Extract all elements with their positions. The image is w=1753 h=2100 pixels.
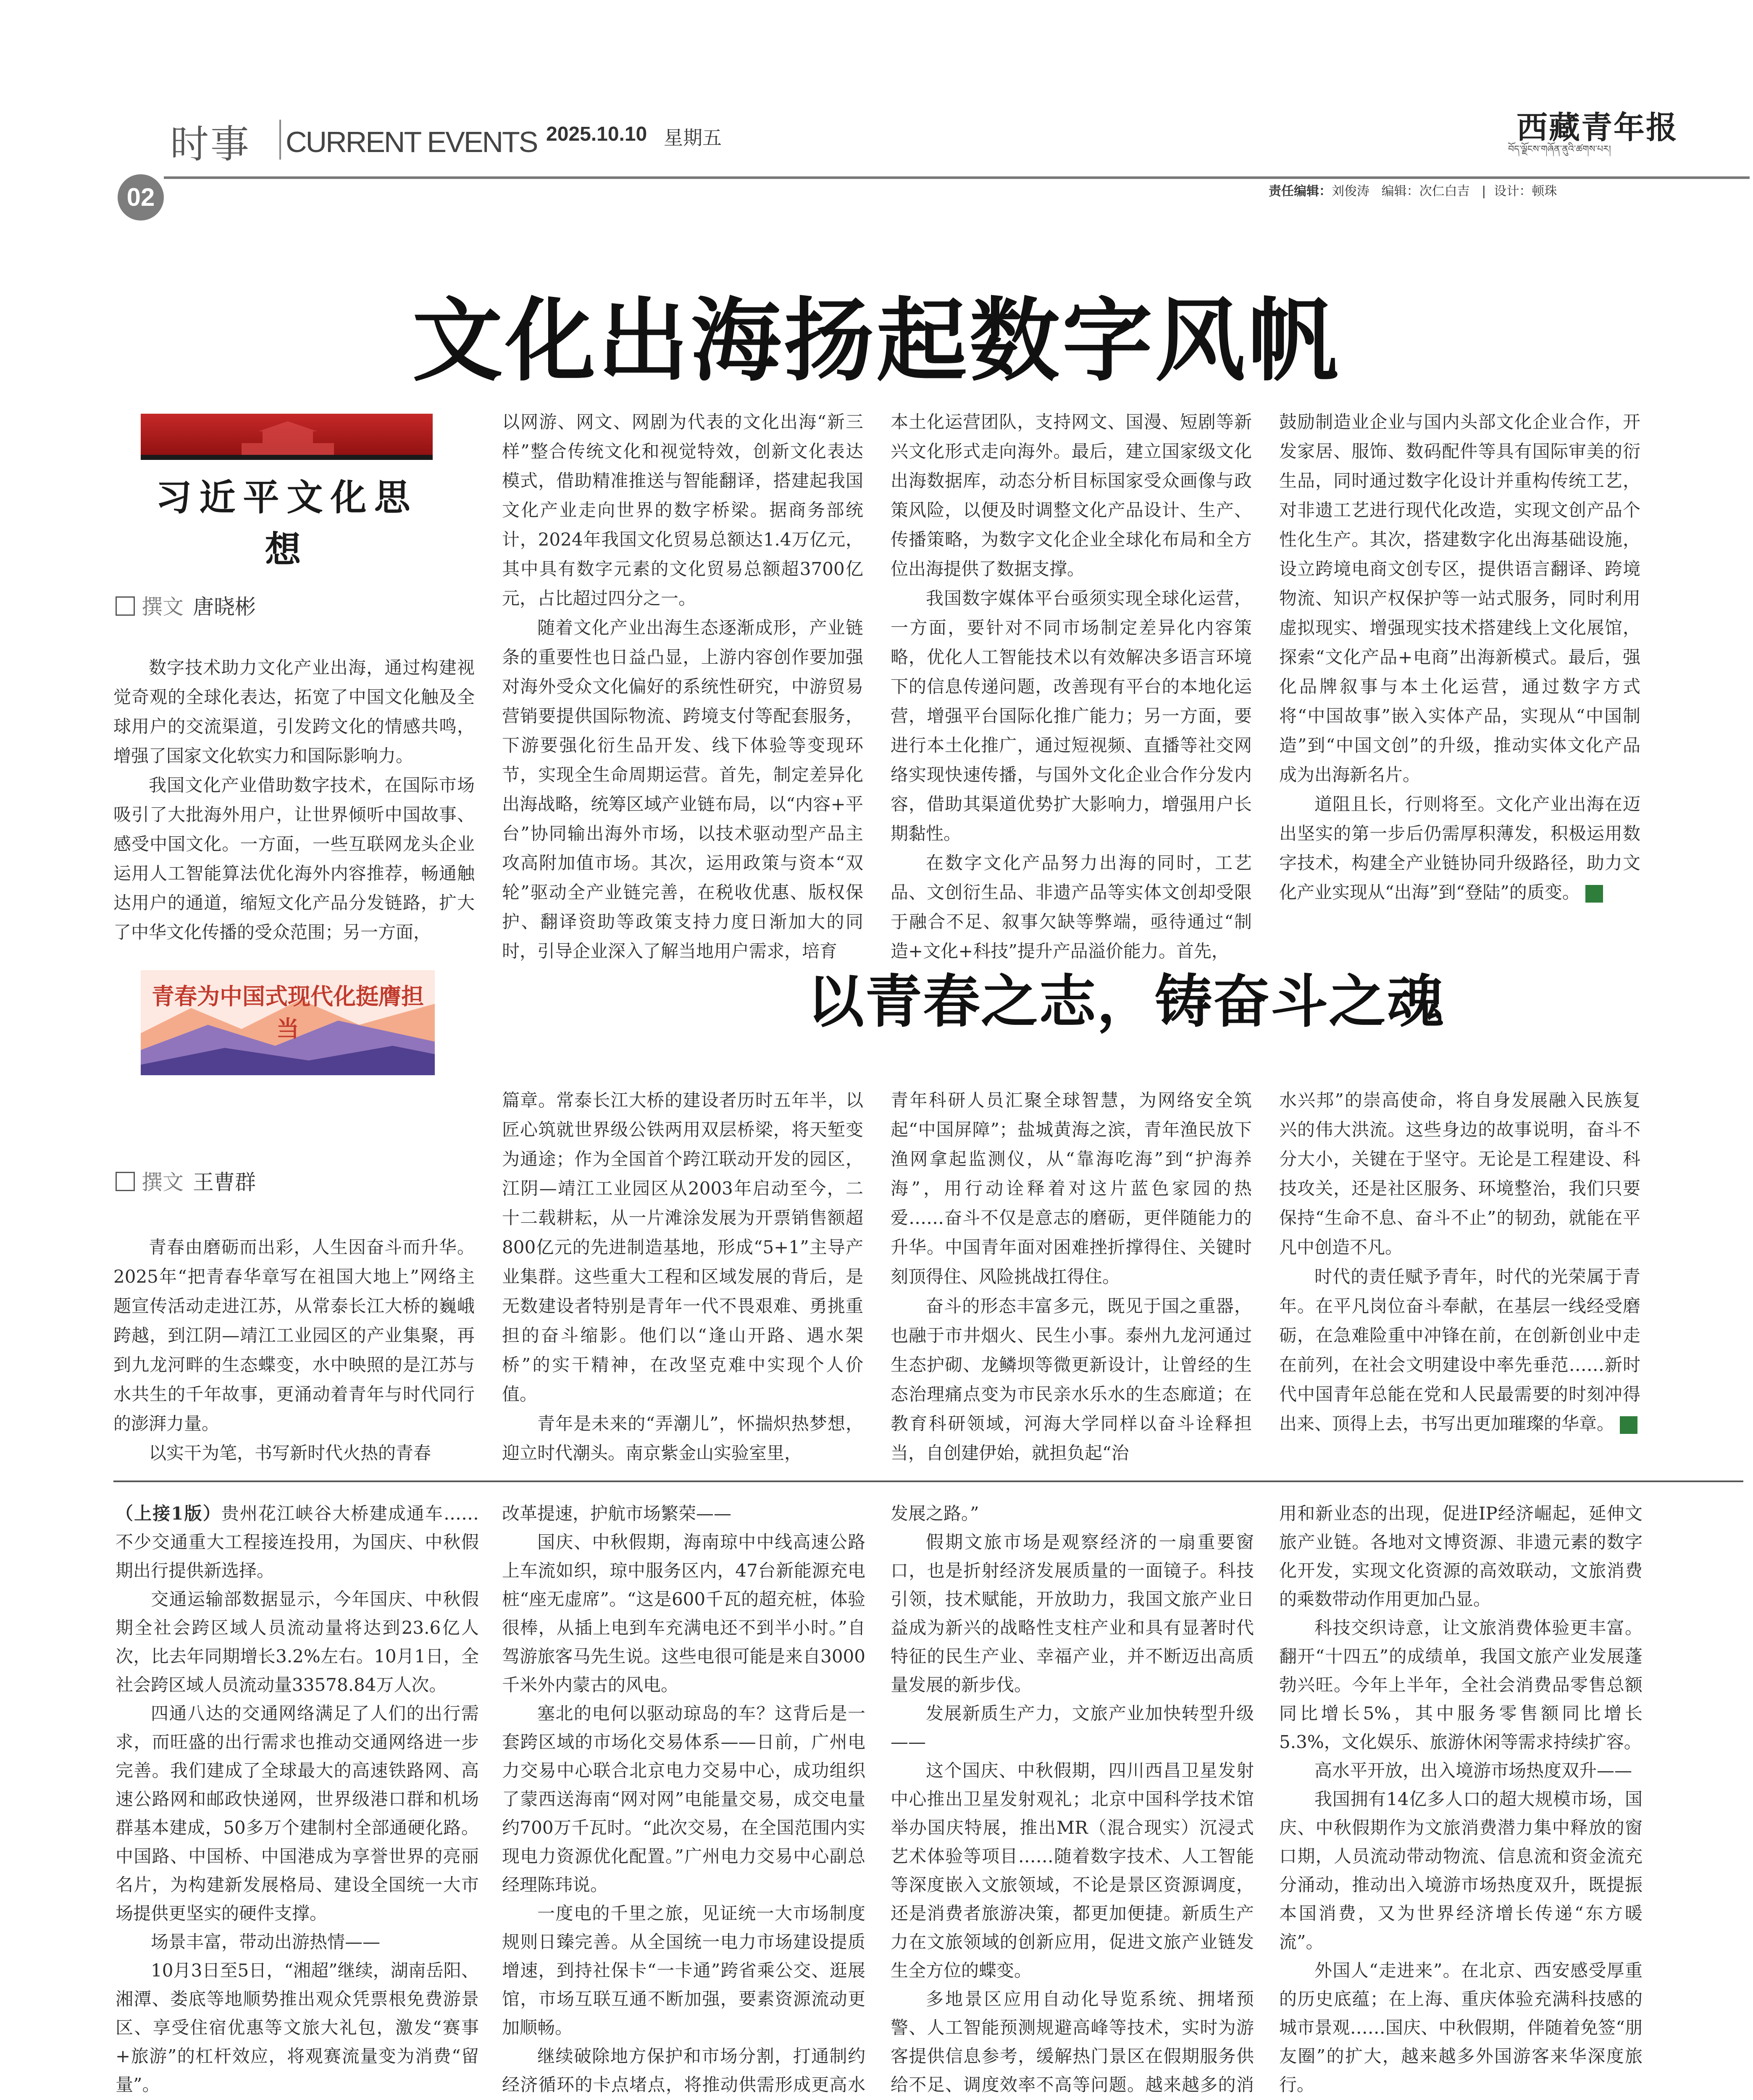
banner-text: 习近平文化思想	[155, 476, 418, 571]
banner-red-band	[141, 414, 433, 458]
article2-column-3	[891, 1086, 1252, 1468]
article2-column-2	[502, 1086, 863, 1468]
copy-editor-label: 编辑：	[1381, 184, 1419, 199]
paragraph: 篇章。常泰长江大桥的建设者历时五年半，以匠心筑就世界级公铁两用双层桥梁，将天堑变为通途；作为全国首个跨江联动开发的园区，江阴—靖江工业园区从2003年启动至今，二十二载耕耘，从一片滩涂发展为开票销售额超800亿元的先进制造基地，形成“5+1”主导产业集群。这些重大工程和区域发展的背后，是无数建设者特别是青年一代不畏艰难、勇挑重担的奋斗缩影。他们以“逢山开路、遇水架桥”的实干精神，在改坚克难中实现个人价值。	[502, 1090, 863, 1404]
article2-byline	[116, 1166, 256, 1196]
paragraph: 以实干为笔，书写新时代火热的青春	[149, 1443, 431, 1463]
paragraph: 我国文化产业借助数字技术，在国际市场吸引了大批海外用户，让世界倾听中国故事、感受中国文化。一方面，一些互联网龙头企业运用人工智能算法优化海外内容推荐，畅通触达用户的通道，缩短文化产品分发链路，扩大了中华文化传播的受众范围；另一方面，	[113, 775, 475, 942]
continued-column-3	[891, 1499, 1254, 2100]
tiananmen-silhouette-icon	[141, 414, 433, 458]
paragraph: 以网游、网文、网剧为代表的文化出海“新三样”整合传统文化和视觉特效，创新文化表达模式，借助精准推送与智能翻译，搭建起我国文化产业走向世界的数字桥梁。据商务部统计，2024年我国文化贸易总额达1.4万亿元，其中具有数字元素的文化贸易总额超3700亿元，占比超过四分之一。	[502, 412, 863, 609]
pen-icon	[116, 1172, 135, 1191]
author-name: 唐晓彬	[193, 595, 256, 619]
paragraph: 我国拥有14亿多人口的超大规模市场，国庆、中秋假期作为文旅消费潜力集中释放的窗口期，人员流动带动物流、信息流和资金流充分涌动，推动出入境游市场热度双升，既提振本国消费，又为世界经济增长传递“东方暖流”。	[1279, 1789, 1643, 1952]
paragraph: 10月3日至5日，“湘超”继续，湖南岳阳、湘潭、娄底等地顺势推出观众凭票根免费游景区、享受住宿优惠等文旅大礼包，激发“赛事+旅游”的杠杆效应，将观赛流量变为消费“留量”。	[116, 1960, 479, 2095]
newspaper-name: 西藏青年报	[1516, 110, 1678, 146]
paragraph: 随着文化产业出海生态逐渐成形，产业链条的重要性也日益凸显，上游内容创作要加强对海外受众文化偏好的系统性研究，中游贸易营销要提供国际物流、跨境支付等配套服务，下游要强化衍生品开发、线下体验等变现环节，实现全生命周期运营。首先，制定差异化出海战略，统筹区域产业链布局，以“内容+平台”协同输出海外市场，以技术驱动型产品主攻高附加值市场。其次，运用政策与资本“双轮”驱动全产业链完善，在税收优惠、版权保护、翻译资助等政策支持力度日渐加大的同时，引导企业深入了解当地用户需求，培育	[502, 617, 863, 961]
author-name: 王曹群	[193, 1170, 256, 1194]
paragraph: 高水平开放，出入境游市场热度双升——	[1314, 1760, 1632, 1781]
continued-column-4	[1279, 1499, 1643, 2100]
paragraph-text: 贵州花江峡谷大桥建成通车……不少交通重大工程接连投用，为国庆、中秋假期出行提供新选择。	[116, 1503, 479, 1581]
page-number: 02	[118, 174, 164, 220]
paragraph: 青年科研人员汇聚全球智慧，为网络安全筑起“中国屏障”；盐城黄海之滨，青年渔民放下渔网拿起监测仪，从“靠海吃海”到“护海养海”，用行动诠释着对这片蓝色家园的热爱……奋斗不仅是意志的磨砺，更伴随能力的升华。中国青年面对困难挫折撑得住、关键时刻顶得住、风险挑战扛得住。	[891, 1090, 1252, 1287]
paragraph: 外国人“走进来”。在北京、西安感受厚重的历史底蕴；在上海、重庆体验充满科技感的城市景观……国庆、中秋假期，伴随着免签“朋友圈”的扩大，越来越多外国游客来华深度旅行。	[1279, 1960, 1643, 2095]
article1-column-4	[1279, 407, 1640, 907]
paragraph: 改革提速，护航市场繁荣——	[502, 1503, 732, 1524]
byline-label: 撰文	[142, 1170, 184, 1194]
article2-headline: 以青春之志，铸奋斗之魂	[807, 969, 1445, 1035]
paragraph: 多地景区应用自动化导览系统、拥堵预警、人工智能预测规避高峰等技术，实时为游客提供信息参考，缓解热门景区在假期服务供给不足、调度效率不高等问题。越来越多的消	[891, 1989, 1254, 2095]
header-rule	[164, 176, 1750, 179]
paragraph: 四通八达的交通网络满足了人们的出行需求，而旺盛的出行需求也推动交通网络进一步完善。我们建成了全球最大的高速铁路网、高速公路网和邮政快递网，世界级港口群和机场群基本建成，50多万个建制村全部通硬化路。中国路、中国桥、中国港成为享誉世界的亮丽名片，为构建新发展格局、建设全国统一大市场提供更坚实的硬件支撑。	[116, 1703, 479, 1924]
continued-column-2	[502, 1499, 865, 2100]
section-divider-rule	[113, 1480, 1743, 1482]
paragraph: 用和新业态的出现，促进IP经济崛起，延伸文旅产业链。各地对文博资源、非遗元素的数字化开发，实现文化资源的高效联动，文旅消费的乘数带动作用更加凸显。	[1279, 1503, 1643, 1609]
copy-editor-name: 次仁白吉	[1419, 184, 1470, 199]
paragraph: 国庆、中秋假期，海南琼中中线高速公路上车流如织，琼中服务区内，47台新能源充电桩“座无虚席”。“这是600千瓦的超充桩，体验很棒，从插上电到车充满电还不到半小时。”自驾游旅客马先生说。这些电很可能是来自3000千米外内蒙古的风电。	[502, 1532, 865, 1695]
paragraph: 发展新质生产力，文旅产业加快转型升级——	[891, 1703, 1254, 1752]
paragraph: 本土化运营团队，支持网文、国漫、短剧等新兴文化形式走向海外。最后，建立国家级文化出海数据库，动态分析目标国家受众画像与政策风险，以便及时调整文化产品设计、生产、传播策略，为数字文化企业全球化布局和全方位出海提供了数据支撑。	[891, 412, 1252, 579]
paragraph: 水兴邦”的崇高使命，将自身发展融入民族复兴的伟大洪流。这些身边的故事说明，奋斗不分大小，关键在于坚守。无论是工程建设、科技攻关，还是社区服务、环境整治，我们只要保持“生命不息、奋斗不止”的韧劲，就能在平凡中创造不凡。	[1279, 1090, 1640, 1257]
paragraph: 假期文旅市场是观察经济的一扇重要窗口，也是折射经济发展质量的一面镜子。科技引领，技术赋能，开放助力，我国文旅产业日益成为新兴的战略性支柱产业和具有显著时代特征的民生产业、幸福产业，并不断迈出高质量发展的新步伐。	[891, 1532, 1254, 1695]
paragraph: 交通运输部数据显示，今年国庆、中秋假期全社会跨区域人员流动量将达到23.6亿人次，比去年同期增长3.2%左右。10月1日，全社会跨区域人员流动量33578.84万人次。	[116, 1589, 479, 1695]
paragraph: 这个国庆、中秋假期，四川西昌卫星发射中心推出卫星发射观礼；北京中国科学技术馆举办国庆特展，推出MR（混合现实）沉浸式艺术体验等项目……随着数字技术、人工智能等深度嵌入文旅领域，不论是景区资源调度，还是消费者旅游决策，都更加便捷。新质生产力在文旅领域的创新应用，促进文旅产业链发生全方位的蝶变。	[891, 1760, 1254, 1981]
paragraph: 青春由磨砺而出彩，人生因奋斗而升华。2025年“把青春华章写在祖国大地上”网络主题宣传活动走进江苏，从常泰长江大桥的巍峨跨越，到江阴—靖江工业园区的产业集聚，再到九龙河畔的生态蝶变，水中映照的是江苏与水共生的千年故事，更涌动着青年与时代同行的澎湃力量。	[113, 1237, 475, 1434]
article2-column-4	[1279, 1086, 1665, 1438]
end-of-article-icon: ◆	[1585, 885, 1603, 903]
paragraph: 在数字文化产品努力出海的同时，工艺品、文创衍生品、非遗产品等实体文创却受限于融合不足、叙事欠缺等弊端，亟待通过“制造+文化+科技”提升产品溢价能力。首先，	[891, 853, 1252, 961]
editor-name: 刘俊涛	[1332, 184, 1369, 199]
paragraph-text: 道阻且长，行则将至。文化产业出海在迈出坚实的第一步后仍需厚积薄发，积极运用数字技术，构建全产业链协同升级路径，助力文化产业实现从“出海”到“登陆”的质变。	[1279, 794, 1640, 903]
issue-weekday: 星期五	[664, 126, 722, 149]
article1-byline	[116, 590, 256, 620]
designer-name: 顿珠	[1532, 184, 1557, 199]
continued-from-label: （上接1版）	[116, 1503, 221, 1524]
issue-date: 2025.10.10	[546, 123, 647, 145]
paragraph: 一度电的千里之旅，见证统一大市场制度规则日臻完善。从全国统一电力市场建设提质增速，到持社保卡“一卡通”跨省乘公交、逛展馆，市场互联互通不断加强，要素资源流动更加顺畅。	[502, 1903, 865, 2038]
paragraph: 我国数字媒体平台亟须实现全球化运营，一方面，要针对不同市场制定差异化内容策略，优化人工智能技术以有效解决多语言环境下的信息传递问题，改善现有平台的本地化运营，增强平台国际化推广能力；另一方面，要进行本土化推广，通过短视频、直播等社交网络实现快速传播，与国外文化企业合作分发内容，借助其渠道优势扩大影响力，增强用户长期黏性。	[891, 588, 1252, 844]
paragraph: 鼓励制造业企业与国内头部文化企业合作，开发家居、服饰、数码配件等具有国际审美的衍生品，同时通过数字化设计并重构传统工艺，对非遗工艺进行现代化改造，实现文创产品个性化生产。其次，搭建数字化出海基础设施，设立跨境电商文创专区，提供语言翻译、跨境物流、知识产权保护等一站式服务，同时利用虚拟现实、增强现实技术搭建线上文化展馆，探索“文化产品+电商”出海新模式。最后，强化品牌叙事与本土化运营，通过数字方式将“中国故事”嵌入实体产品，实现从“中国制造”到“中国文创”的升级，推动实体文化产品成为出海新名片。	[1279, 412, 1640, 785]
editor-credits: 责任编辑：刘俊涛 编辑：次仁白吉 | 设计：顿珠	[1269, 184, 1557, 199]
article1-column-banner	[141, 414, 433, 571]
paragraph: 发展之路。”	[891, 1503, 979, 1524]
newspaper-name-tibetan: བོད་ལྗོངས་གཞོན་ནུའི་ཚགས་པར།	[1508, 144, 1611, 155]
article1-column-2	[502, 407, 863, 966]
paragraph: 青年是未来的“弄潮儿”，怀揣炽热梦想，迎立时代潮头。南京紫金山实验室里，	[502, 1413, 863, 1463]
paragraph: 继续破除地方保护和市场分割，打通制约经济循环的卡点堵点，将推动供需形成更高水	[502, 2046, 865, 2095]
paragraph: 奋斗的形态丰富多元，既见于国之重器，也融于市井烟火、民生小事。泰州九龙河通过生态护砌、龙鳞坝等微更新设计，让曾经的生态治理痛点变为市民亲水乐水的生态廊道；在教育科研领域，河海大学同样以奋斗诠释担当，自创建伊始，就担负起“治	[891, 1296, 1252, 1463]
continued-column-1	[116, 1499, 479, 2100]
article1-headline: 文化出海扬起数字风帆	[412, 288, 1341, 394]
paragraph-text: 时代的责任赋予青年，时代的光荣属于青年。在平凡岗位奋斗奉献，在基层一线经受磨砺，在急难险重中冲锋在前，在创新创业中走在前列，在社会文明建设中率先垂范……新时代中国青年总能在党和人民最需要的时刻冲得出来、顶得上去，书写出更加璀璨的华章。	[1279, 1266, 1640, 1434]
article2-column-banner	[141, 970, 435, 1075]
article1-column-3	[891, 407, 1252, 966]
article1-column-1	[113, 653, 475, 947]
paragraph: 塞北的电何以驱动琼岛的车？这背后是一套跨区域的市场化交易体系——日前，广州电力交易中心联合北京电力交易中心，成功组织了蒙西送海南“网对网”电能量交易，成交电量约700万千瓦时。“此次交易，在全国范围内实现电力资源优化配置。”广州电力交易中心副总经理陈玮说。	[502, 1703, 865, 1895]
paragraph: 数字技术助力文化产业出海，通过构建视觉奇观的全球化表达，拓宽了中国文化触及全球用户的交流渠道，引发跨文化的情感共鸣，增强了国家文化软实力和国际影响力。	[113, 657, 475, 766]
paragraph: 场景丰富，带动出游热情——	[151, 1932, 381, 1952]
paragraph	[1279, 790, 1640, 907]
pen-icon	[116, 596, 135, 616]
paragraph	[1279, 1262, 1665, 1438]
banner-dark-band	[141, 455, 433, 460]
section-title: 时事	[170, 122, 251, 167]
designer-label: 设计：	[1494, 184, 1532, 199]
section-title-english: CURRENT EVENTS	[286, 126, 537, 158]
byline-label: 撰文	[142, 595, 184, 619]
article2-column-1	[113, 1233, 475, 1468]
section-divider	[279, 120, 281, 160]
editor-label: 责任编辑：	[1269, 184, 1332, 199]
banner-text: 青春为中国式现代化挺膺担当	[152, 983, 424, 1042]
lead-paragraph	[116, 1499, 479, 1585]
end-of-article-icon: ◆	[1620, 1416, 1637, 1434]
paragraph: 科技交织诗意，让文旅消费体验更丰富。翻开“十四五”的成绩单，我国文旅产业发展蓬勃兴旺。今年上半年，全社会消费品零售总额同比增长5%，其中服务零售额同比增长5.3%，文化娱乐、旅游休闲等需求持续扩容。	[1279, 1617, 1643, 1752]
